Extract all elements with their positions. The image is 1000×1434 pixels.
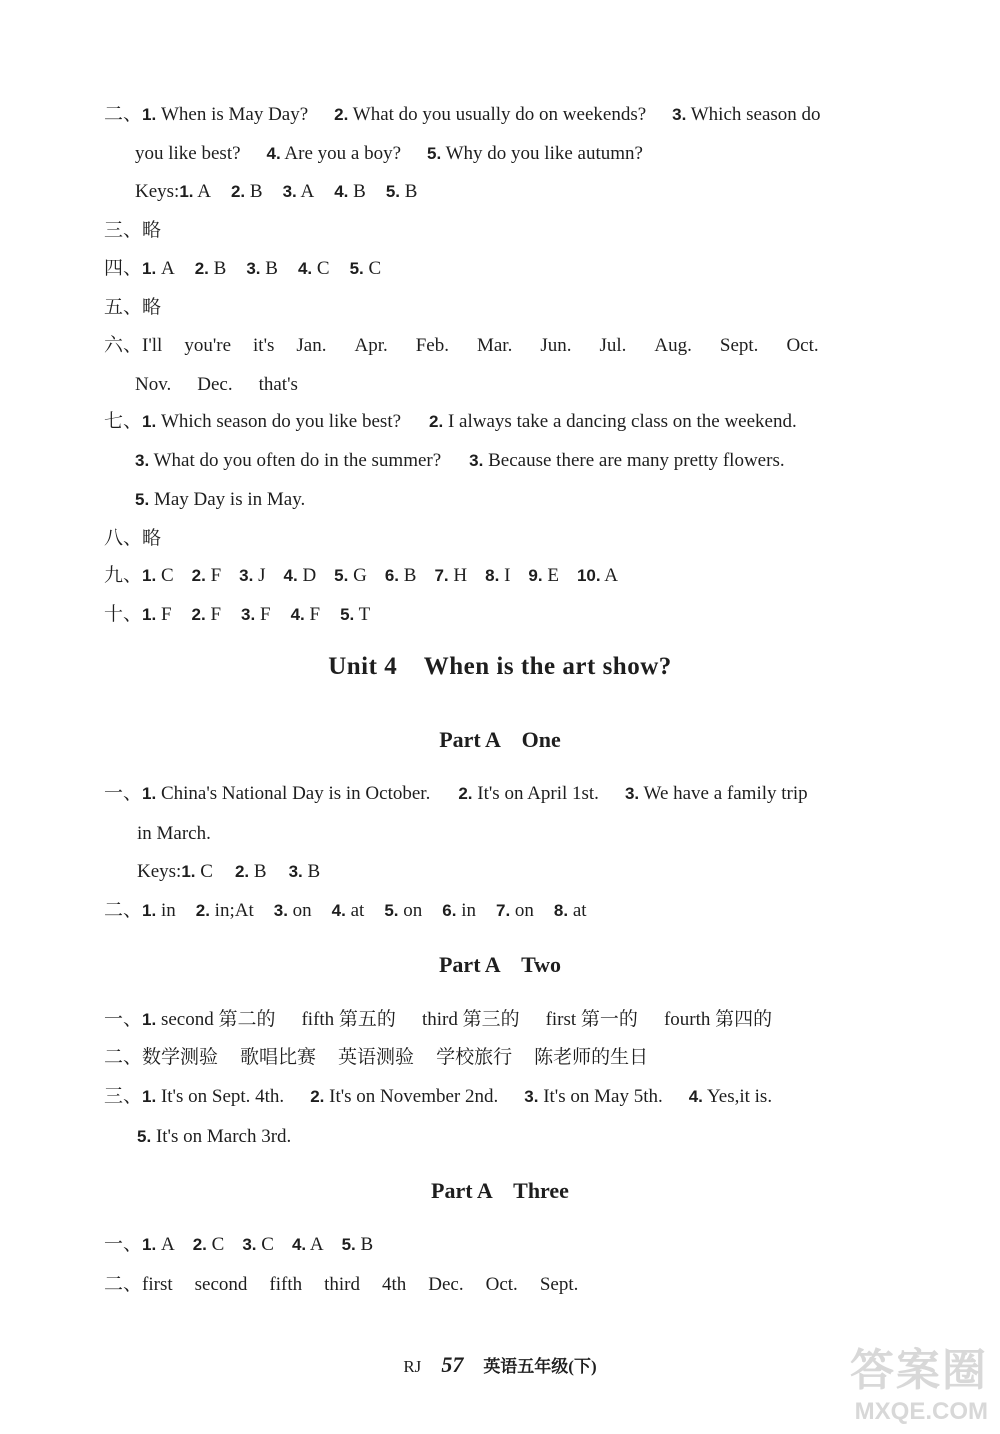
- s8-line: 八、略: [104, 528, 162, 549]
- pa2-q3-line2: 5. It's on March 3rd.: [137, 1126, 292, 1147]
- s3-line: 三、略: [104, 220, 162, 241]
- footer-edition: RJ: [403, 1357, 422, 1376]
- part-a-one-heading: Part A One: [439, 727, 561, 752]
- watermark-url: MXQE.COM: [854, 1398, 988, 1425]
- pa2-q2-line: 二、数学测验 歌唱比赛 英语测验 学校旅行 陈老师的生日: [104, 1047, 649, 1068]
- s5-line: 五、略: [104, 297, 162, 318]
- part-a-three-heading: Part A Three: [431, 1178, 569, 1203]
- s2-keys: Keys:1. A 2. B 3. A 4. B 5. B: [135, 181, 418, 202]
- pa1-q2-line: 二、1. in 2. in;At 3. on 4. at 5. on 6. in 7. on 8. at: [104, 900, 587, 921]
- s6-line2: Nov. Dec. that's: [135, 374, 298, 395]
- s7-line2: 3. What do you often do in the summer? 3. Because there are many pretty flowers.: [135, 450, 785, 471]
- s7-line3: 5. May Day is in May.: [135, 489, 306, 510]
- pa3-q2-line: 二、first second fifth third 4th Dec. Oct. Sept.: [104, 1274, 579, 1295]
- s4-line: 四、1. A 2. B 3. B 4. C 5. C: [104, 258, 382, 279]
- s9-line: 九、1. C 2. F 3. J 4. D 5. G 6. B 7. H 8. I 9. E 10. A: [104, 565, 619, 586]
- page-number: 57: [441, 1352, 464, 1377]
- pa2-q3-line1: 三、1. It's on Sept. 4th. 2. It's on November 2nd. 3. It's on May 5th. 4. Yes,it is.: [104, 1086, 773, 1107]
- pa2-q1-line: 一、1. second 第二的 fifth 第五的 third 第三的 first 第一的 fourth 第四的: [104, 1009, 773, 1030]
- watermark-logo: [850, 1334, 988, 1426]
- unit-title: Unit 4 When is the art show?: [328, 653, 672, 680]
- pa1-q1-line2: in March.: [137, 823, 211, 844]
- watermark-text: 答案圈: [850, 1346, 988, 1395]
- pa1-q1-line1: 一、1. China's National Day is in October. 2. It's on April 1st. 3. We have a family trip: [104, 783, 808, 804]
- footer-book-title: 英语五年级(下): [483, 1357, 597, 1376]
- s2-line1: 二、1. When is May Day? 2. What do you usually do on weekends? 3. Which season do: [104, 104, 821, 125]
- pa1-q1-keys: Keys:1. C 2. B 3. B: [137, 861, 321, 882]
- s10-line: 十、1. F 2. F 3. F 4. F 5. T: [104, 604, 371, 625]
- part-a-two-heading: Part A Two: [438, 952, 562, 977]
- s6-line1: 六、I'll you're it's Jan. Apr. Feb. Mar. Jun. Jul. Aug. Sept. Oct.: [104, 335, 819, 356]
- pa3-q1-line: 一、1. A 2. C 3. C 4. A 5. B: [104, 1234, 374, 1255]
- s7-line1: 七、1. Which season do you like best? 2. I always take a dancing class on the weekend.: [104, 411, 797, 432]
- s2-line2: you like best? 4. Are you a boy? 5. Why do you like autumn?: [135, 143, 643, 164]
